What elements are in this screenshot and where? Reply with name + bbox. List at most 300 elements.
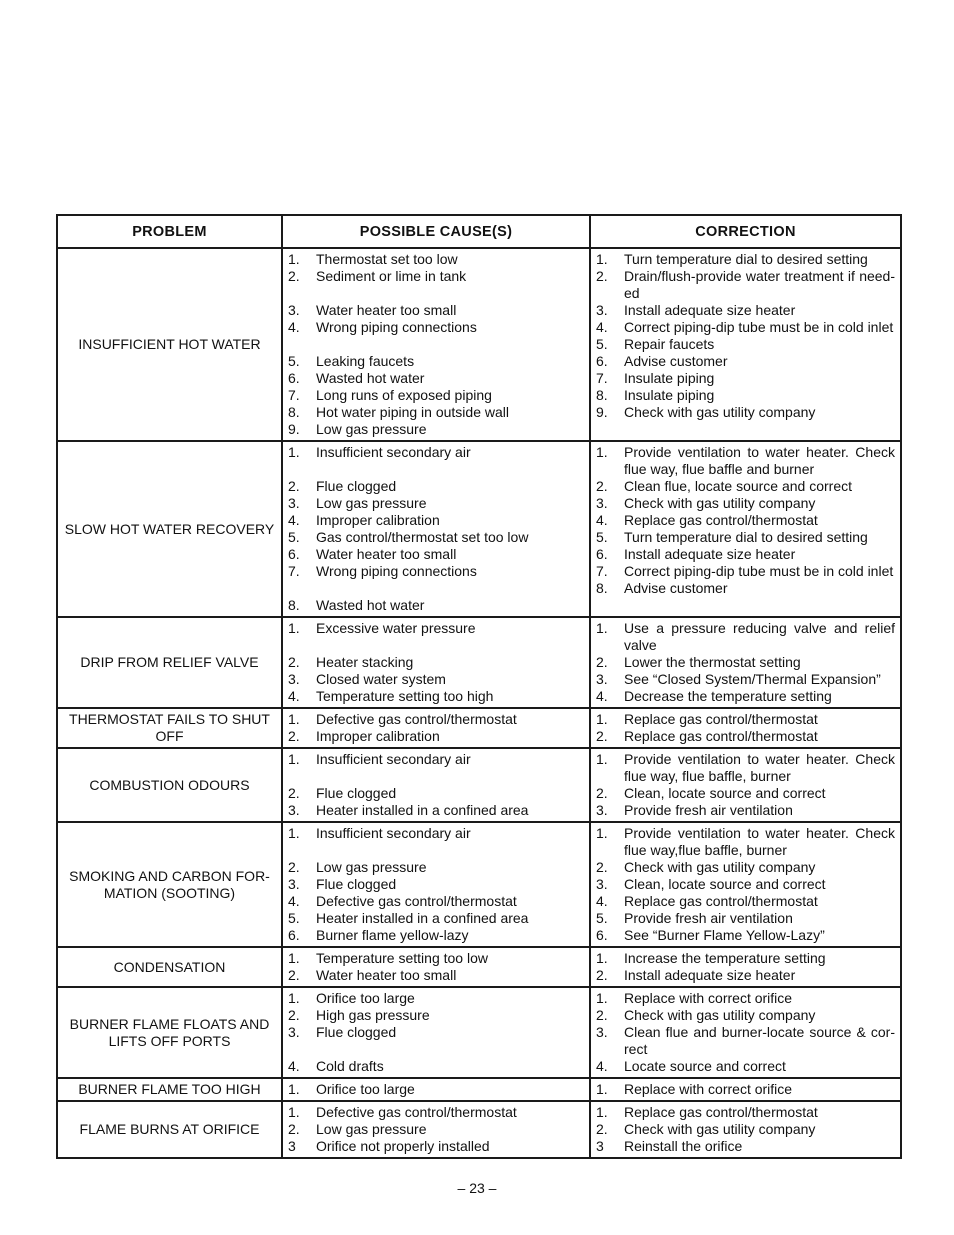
item-text: Insufficient secondary air bbox=[316, 751, 471, 767]
item-number: 8. bbox=[596, 387, 608, 403]
item-text: Hot water piping in outside wall bbox=[316, 404, 509, 420]
causes-list bbox=[283, 1102, 589, 1157]
table-row bbox=[57, 441, 901, 617]
item-text: Insufficient secondary air bbox=[316, 825, 471, 841]
item-text: Low gas pressure bbox=[316, 495, 427, 511]
item-text: Replace gas control/thermostat bbox=[624, 711, 818, 727]
corrections-list bbox=[591, 1079, 900, 1100]
item-number: 7. bbox=[288, 563, 300, 579]
item-text: Heater stacking bbox=[316, 654, 414, 670]
cause-item bbox=[288, 728, 584, 745]
causes-list bbox=[283, 749, 589, 821]
item-number: 5. bbox=[596, 529, 608, 545]
table-row bbox=[57, 617, 901, 708]
cause-item bbox=[288, 1121, 584, 1138]
cause-item bbox=[288, 546, 584, 563]
item-number: 3. bbox=[288, 876, 300, 892]
item-number: 3. bbox=[596, 876, 608, 892]
cause-item bbox=[288, 1081, 584, 1098]
cause-item bbox=[288, 950, 584, 967]
item-number: 2. bbox=[596, 967, 608, 983]
corrections-cell bbox=[590, 748, 901, 822]
item-number: 2. bbox=[288, 1121, 300, 1137]
item-text: Cold drafts bbox=[316, 1058, 384, 1074]
item-text: Water heater too small bbox=[316, 967, 457, 983]
item-text: Replace gas control/thermostat bbox=[624, 893, 818, 909]
cause-item bbox=[288, 353, 584, 370]
corrections-cell bbox=[590, 1101, 901, 1158]
item-number: 1. bbox=[288, 620, 300, 636]
item-number: 4. bbox=[596, 893, 608, 909]
corrections-list bbox=[591, 709, 900, 747]
correction-item bbox=[596, 353, 895, 370]
item-number: 2. bbox=[288, 785, 300, 801]
item-number: 1. bbox=[596, 950, 608, 966]
item-text: Install adequate size heater bbox=[624, 302, 796, 318]
item-number: 4. bbox=[288, 512, 300, 528]
item-number: 2. bbox=[288, 268, 300, 284]
correction-item bbox=[596, 876, 895, 893]
item-number: 1. bbox=[288, 950, 300, 966]
cause-item bbox=[288, 387, 584, 404]
correction-item bbox=[596, 478, 895, 495]
correction-item bbox=[596, 336, 895, 353]
item-text: Orifice not properly installed bbox=[316, 1138, 490, 1154]
problem-cell: SLOW HOT WATER RECOVERY bbox=[57, 441, 282, 617]
cause-item bbox=[288, 967, 584, 984]
item-number: 9. bbox=[596, 404, 608, 420]
item-text: See “Closed System/Thermal Expansion” bbox=[624, 671, 881, 687]
problem-cell: CONDENSATION bbox=[57, 947, 282, 987]
causes-cell bbox=[282, 441, 590, 617]
item-text: Water heater too small bbox=[316, 546, 457, 562]
item-number: 3. bbox=[596, 495, 608, 511]
correction-item bbox=[596, 688, 895, 705]
list-spacer bbox=[288, 637, 584, 654]
corrections-list bbox=[591, 249, 900, 423]
cause-item bbox=[288, 620, 584, 637]
troubleshooting-table bbox=[56, 214, 902, 1159]
correction-item bbox=[596, 620, 895, 654]
corrections-cell bbox=[590, 248, 901, 441]
item-number: 4. bbox=[596, 319, 608, 335]
cause-item bbox=[288, 1138, 584, 1155]
item-text: Repair faucets bbox=[624, 336, 715, 352]
item-text: Use a pressure reducing valve and relief valve bbox=[624, 620, 895, 653]
item-number: 1. bbox=[596, 825, 608, 841]
item-text: Water heater too small bbox=[316, 302, 457, 318]
cause-item bbox=[288, 785, 584, 802]
item-text: High gas pressure bbox=[316, 1007, 430, 1023]
item-number: 2. bbox=[288, 654, 300, 670]
cause-item bbox=[288, 495, 584, 512]
item-text: Decrease the temperature setting bbox=[624, 688, 832, 704]
item-text: Provide ventilation to water heater. Check flue way,flue baffle, burner bbox=[624, 825, 895, 858]
item-number: 5. bbox=[288, 353, 300, 369]
correction-item bbox=[596, 728, 895, 745]
item-number: 1. bbox=[288, 444, 300, 460]
cause-item bbox=[288, 421, 584, 438]
item-text: Correct piping-dip tube must be in cold inlet bbox=[624, 563, 894, 579]
item-text: Check with gas utility company bbox=[624, 404, 816, 420]
item-text: Wasted hot water bbox=[316, 597, 425, 613]
item-number: 4. bbox=[596, 688, 608, 704]
correction-item bbox=[596, 370, 895, 387]
item-text: Replace gas control/thermostat bbox=[624, 1104, 818, 1120]
table-row bbox=[57, 1101, 901, 1158]
correction-item bbox=[596, 910, 895, 927]
item-text: Advise customer bbox=[624, 353, 728, 369]
item-number: 1. bbox=[596, 990, 608, 1006]
causes-cell bbox=[282, 748, 590, 822]
item-number: 4. bbox=[596, 1058, 608, 1074]
item-text: Heater installed in a confined area bbox=[316, 910, 529, 926]
correction-item bbox=[596, 404, 895, 421]
item-text: Clean flue and burner-locate source & cor-rect bbox=[624, 1024, 895, 1057]
item-text: Advise customer bbox=[624, 580, 728, 596]
item-number: 6. bbox=[596, 927, 608, 943]
item-text: Flue clogged bbox=[316, 785, 397, 801]
item-text: Correct piping-dip tube must be in cold inlet bbox=[624, 319, 894, 335]
item-number: 2. bbox=[288, 1007, 300, 1023]
corrections-list bbox=[591, 948, 900, 986]
cause-item bbox=[288, 893, 584, 910]
causes-cell bbox=[282, 708, 590, 748]
corrections-cell bbox=[590, 947, 901, 987]
correction-item bbox=[596, 751, 895, 785]
cause-item bbox=[288, 688, 584, 705]
list-spacer bbox=[288, 842, 584, 859]
item-text: Orifice too large bbox=[316, 1081, 415, 1097]
item-text: Check with gas utility company bbox=[624, 1007, 816, 1023]
problem-cell: THERMOSTAT FAILS TO SHUT OFF bbox=[57, 708, 282, 748]
causes-list bbox=[283, 988, 589, 1077]
item-number: 1. bbox=[596, 751, 608, 767]
item-number: 8. bbox=[288, 404, 300, 420]
correction-item bbox=[596, 967, 895, 984]
item-text: Defective gas control/thermostat bbox=[316, 711, 517, 727]
item-number: 1. bbox=[596, 1081, 608, 1097]
item-text: Heater installed in a confined area bbox=[316, 802, 529, 818]
item-text: Insulate piping bbox=[624, 370, 715, 386]
table-row bbox=[57, 947, 901, 987]
item-text: Turn temperature dial to desired setting bbox=[624, 251, 868, 267]
item-text: Defective gas control/thermostat bbox=[316, 1104, 517, 1120]
problem-cell: FLAME BURNS AT ORIFICE bbox=[57, 1101, 282, 1158]
corrections-list bbox=[591, 618, 900, 707]
correction-item bbox=[596, 654, 895, 671]
correction-item bbox=[596, 711, 895, 728]
table-row bbox=[57, 248, 901, 441]
table-row bbox=[57, 748, 901, 822]
cause-item bbox=[288, 1024, 584, 1041]
table-row bbox=[57, 1078, 901, 1101]
causes-list bbox=[283, 948, 589, 986]
item-number: 7. bbox=[288, 387, 300, 403]
item-text: Wrong piping connections bbox=[316, 563, 477, 579]
correction-item bbox=[596, 1007, 895, 1024]
item-number: 2. bbox=[596, 268, 608, 284]
table-row bbox=[57, 822, 901, 947]
correction-item bbox=[596, 893, 895, 910]
item-text: Turn temperature dial to desired setting bbox=[624, 529, 868, 545]
item-text: Flue clogged bbox=[316, 478, 397, 494]
cause-item bbox=[288, 370, 584, 387]
correction-item bbox=[596, 785, 895, 802]
correction-item bbox=[596, 251, 895, 268]
item-text: Wrong piping connections bbox=[316, 319, 477, 335]
item-number: 7. bbox=[596, 370, 608, 386]
item-number: 1. bbox=[288, 751, 300, 767]
item-number: 4. bbox=[596, 512, 608, 528]
item-text: Improper calibration bbox=[316, 512, 440, 528]
item-number: 3. bbox=[288, 302, 300, 318]
causes-cell bbox=[282, 987, 590, 1078]
cause-item bbox=[288, 563, 584, 580]
item-text: Thermostat set too low bbox=[316, 251, 458, 267]
causes-cell bbox=[282, 822, 590, 947]
item-number: 9. bbox=[288, 421, 300, 437]
item-number: 2. bbox=[596, 1007, 608, 1023]
problem-cell: SMOKING AND CARBON FOR-MATION (SOOTING) bbox=[57, 822, 282, 947]
item-text: Locate source and correct bbox=[624, 1058, 786, 1074]
header-problem: PROBLEM bbox=[57, 215, 282, 248]
item-text: Install adequate size heater bbox=[624, 546, 796, 562]
item-text: Provide fresh air ventilation bbox=[624, 910, 793, 926]
cause-item bbox=[288, 671, 584, 688]
cause-item bbox=[288, 1104, 584, 1121]
problem-cell: INSUFFICIENT HOT WATER bbox=[57, 248, 282, 441]
item-text: Defective gas control/thermostat bbox=[316, 893, 517, 909]
item-text: Insufficient secondary air bbox=[316, 444, 471, 460]
problem-cell: BURNER FLAME TOO HIGH bbox=[57, 1078, 282, 1101]
item-text: Flue clogged bbox=[316, 1024, 397, 1040]
item-text: Low gas pressure bbox=[316, 859, 427, 875]
item-text: Reinstall the orifice bbox=[624, 1138, 743, 1154]
causes-list bbox=[283, 618, 589, 707]
item-text: Clean flue, locate source and correct bbox=[624, 478, 853, 494]
correction-item bbox=[596, 302, 895, 319]
correction-item bbox=[596, 859, 895, 876]
item-number: 2. bbox=[288, 859, 300, 875]
list-spacer bbox=[288, 1041, 584, 1058]
corrections-cell bbox=[590, 441, 901, 617]
item-text: Orifice too large bbox=[316, 990, 415, 1006]
corrections-list bbox=[591, 749, 900, 821]
page-number: – 23 – bbox=[457, 1180, 497, 1196]
cause-item bbox=[288, 444, 584, 461]
cause-item bbox=[288, 478, 584, 495]
cause-item bbox=[288, 654, 584, 671]
correction-item bbox=[596, 563, 895, 580]
item-number: 2. bbox=[596, 654, 608, 670]
item-number: 5. bbox=[288, 529, 300, 545]
list-spacer bbox=[288, 580, 584, 597]
list-spacer bbox=[288, 285, 584, 302]
item-number: 3 bbox=[288, 1138, 296, 1154]
cause-item bbox=[288, 859, 584, 876]
item-text: Burner flame yellow-lazy bbox=[316, 927, 469, 943]
item-number: 1. bbox=[288, 990, 300, 1006]
item-text: See “Burner Flame Yellow-Lazy” bbox=[624, 927, 825, 943]
item-text: Improper calibration bbox=[316, 728, 440, 744]
item-text: Wasted hot water bbox=[316, 370, 425, 386]
problem-cell: BURNER FLAME FLOATS AND LIFTS OFF PORTS bbox=[57, 987, 282, 1078]
item-text: Replace with correct orifice bbox=[624, 990, 793, 1006]
correction-item bbox=[596, 319, 895, 336]
causes-list bbox=[283, 823, 589, 946]
cause-item bbox=[288, 927, 584, 944]
item-number: 2. bbox=[596, 1121, 608, 1137]
item-text: Lower the thermostat setting bbox=[624, 654, 801, 670]
item-text: Closed water system bbox=[316, 671, 446, 687]
item-number: 1. bbox=[596, 711, 608, 727]
problem-cell: COMBUSTION ODOURS bbox=[57, 748, 282, 822]
item-number: 6. bbox=[288, 927, 300, 943]
item-text: Replace gas control/thermostat bbox=[624, 728, 818, 744]
cause-item bbox=[288, 268, 584, 285]
item-number: 2. bbox=[596, 728, 608, 744]
cause-item bbox=[288, 404, 584, 421]
item-number: 6. bbox=[596, 546, 608, 562]
causes-list bbox=[283, 709, 589, 747]
item-number: 3. bbox=[288, 671, 300, 687]
item-text: Install adequate size heater bbox=[624, 967, 796, 983]
correction-item bbox=[596, 529, 895, 546]
correction-item bbox=[596, 268, 895, 302]
item-number: 2. bbox=[288, 478, 300, 494]
cause-item bbox=[288, 251, 584, 268]
item-number: 1. bbox=[288, 1104, 300, 1120]
item-number: 8. bbox=[596, 580, 608, 596]
cause-item bbox=[288, 876, 584, 893]
causes-cell bbox=[282, 947, 590, 987]
item-number: 2. bbox=[596, 859, 608, 875]
list-spacer bbox=[288, 461, 584, 478]
item-number: 4. bbox=[288, 893, 300, 909]
item-text: Replace with correct orifice bbox=[624, 1081, 793, 1097]
item-text: Sediment or lime in tank bbox=[316, 268, 467, 284]
correction-item bbox=[596, 444, 895, 478]
item-number: 3. bbox=[596, 1024, 608, 1040]
correction-item bbox=[596, 1104, 895, 1121]
item-number: 7. bbox=[596, 563, 608, 579]
item-text: Replace gas control/thermostat bbox=[624, 512, 818, 528]
item-number: 5. bbox=[596, 910, 608, 926]
item-number: 1. bbox=[596, 1104, 608, 1120]
correction-item bbox=[596, 671, 895, 688]
item-number: 4. bbox=[288, 1058, 300, 1074]
correction-item bbox=[596, 580, 895, 597]
item-number: 1. bbox=[288, 1081, 300, 1097]
item-text: Low gas pressure bbox=[316, 421, 427, 437]
item-text: Temperature setting too low bbox=[316, 950, 488, 966]
item-number: 3. bbox=[288, 802, 300, 818]
header-correction: CORRECTION bbox=[590, 215, 901, 248]
item-number: 6. bbox=[288, 546, 300, 562]
correction-item bbox=[596, 495, 895, 512]
item-text: Gas control/thermostat set too low bbox=[316, 529, 529, 545]
table-header-row bbox=[57, 215, 901, 248]
item-text: Clean, locate source and correct bbox=[624, 876, 826, 892]
item-number: 4. bbox=[288, 688, 300, 704]
cause-item bbox=[288, 802, 584, 819]
table-row bbox=[57, 987, 901, 1078]
item-text: Flue clogged bbox=[316, 876, 397, 892]
item-number: 6. bbox=[288, 370, 300, 386]
item-number: 1. bbox=[288, 825, 300, 841]
correction-item bbox=[596, 546, 895, 563]
item-number: 1. bbox=[596, 444, 608, 460]
corrections-list bbox=[591, 988, 900, 1077]
item-number: 3. bbox=[288, 1024, 300, 1040]
cause-item bbox=[288, 990, 584, 1007]
item-text: Temperature setting too high bbox=[316, 688, 494, 704]
item-text: Check with gas utility company bbox=[624, 859, 816, 875]
item-text: Low gas pressure bbox=[316, 1121, 427, 1137]
item-number: 2. bbox=[288, 728, 300, 744]
causes-cell bbox=[282, 617, 590, 708]
item-number: 2. bbox=[288, 967, 300, 983]
causes-cell bbox=[282, 1078, 590, 1101]
cause-item bbox=[288, 529, 584, 546]
causes-cell bbox=[282, 248, 590, 441]
item-number: 2. bbox=[596, 785, 608, 801]
corrections-list bbox=[591, 442, 900, 599]
corrections-cell bbox=[590, 617, 901, 708]
cause-item bbox=[288, 1007, 584, 1024]
item-text: Clean, locate source and correct bbox=[624, 785, 826, 801]
correction-item bbox=[596, 1138, 895, 1155]
item-number: 3 bbox=[596, 1138, 604, 1154]
item-number: 4. bbox=[288, 319, 300, 335]
item-text: Provide ventilation to water heater. Check flue way, flue baffle and burner bbox=[624, 444, 895, 477]
cause-item bbox=[288, 825, 584, 842]
item-number: 5. bbox=[596, 336, 608, 352]
item-number: 3. bbox=[288, 495, 300, 511]
causes-list bbox=[283, 249, 589, 440]
item-text: Provide ventilation to water heater. Check flue way, flue baffle, burner bbox=[624, 751, 895, 784]
causes-cell bbox=[282, 1101, 590, 1158]
cause-item bbox=[288, 512, 584, 529]
correction-item bbox=[596, 927, 895, 944]
problem-cell: DRIP FROM RELIEF VALVE bbox=[57, 617, 282, 708]
item-text: Excessive water pressure bbox=[316, 620, 476, 636]
item-number: 1. bbox=[596, 251, 608, 267]
causes-list bbox=[283, 442, 589, 616]
correction-item bbox=[596, 802, 895, 819]
table-row bbox=[57, 708, 901, 748]
item-number: 6. bbox=[596, 353, 608, 369]
corrections-cell bbox=[590, 822, 901, 947]
correction-item bbox=[596, 1058, 895, 1075]
item-text: Check with gas utility company bbox=[624, 1121, 816, 1137]
item-number: 1. bbox=[288, 251, 300, 267]
item-text: Insulate piping bbox=[624, 387, 715, 403]
corrections-cell bbox=[590, 1078, 901, 1101]
correction-item bbox=[596, 1024, 895, 1058]
cause-item bbox=[288, 319, 584, 336]
item-text: Provide fresh air ventilation bbox=[624, 802, 793, 818]
item-number: 3. bbox=[596, 302, 608, 318]
item-number: 1. bbox=[288, 711, 300, 727]
item-number: 2. bbox=[596, 478, 608, 494]
cause-item bbox=[288, 302, 584, 319]
correction-item bbox=[596, 1081, 895, 1098]
item-text: Increase the temperature setting bbox=[624, 950, 826, 966]
list-spacer bbox=[288, 768, 584, 785]
item-number: 3. bbox=[596, 671, 608, 687]
